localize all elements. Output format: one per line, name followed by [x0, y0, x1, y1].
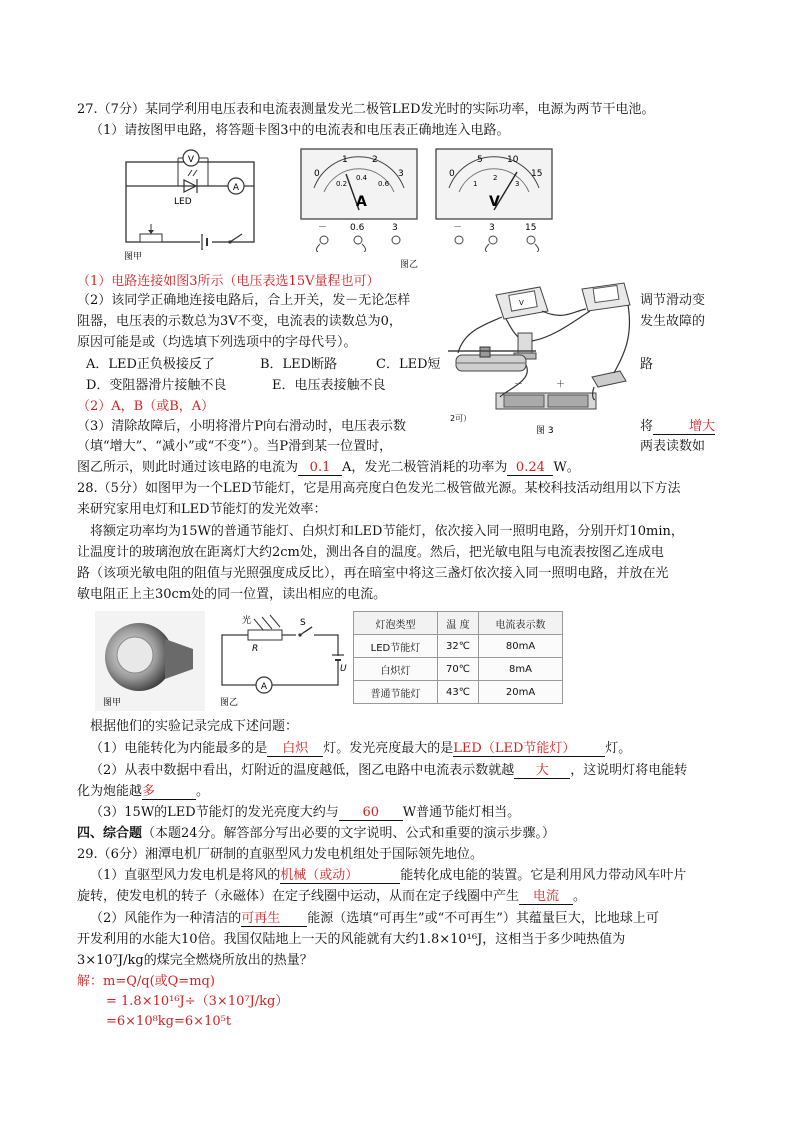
option-e: E．电压表接触不良	[272, 378, 386, 393]
q28-q1-mid: 灯。发光亮度最大的是	[323, 741, 454, 756]
q28-intro: 根据他们的实验记录完成下述问题：	[90, 719, 299, 734]
table-cell: 32℃	[437, 635, 478, 658]
q28-q3-end: W普通节能灯相当。	[402, 805, 521, 820]
table-row	[354, 681, 563, 704]
q27-part3-line2a: （填“增大”、“减小”或“不变”）。当P滑到某一位置时，	[77, 439, 393, 454]
led-label: LED	[174, 197, 192, 207]
option-b: B．LED断路	[260, 357, 338, 372]
q27-part2-line1a: （2）该同学正确地连接电路后，合上开关，发－无论怎样	[77, 293, 411, 308]
voltmeter-tick-0: 0	[449, 169, 455, 179]
q29-part1-line1	[90, 867, 686, 885]
fig3-plus-sign: ＋	[556, 380, 566, 390]
q29-part2-prefix: （2）风能作为一种清洁的	[90, 911, 242, 926]
voltmeter-tick-5: 5	[477, 155, 483, 165]
ammeter-dial	[300, 148, 418, 252]
q28-stem-line2: 来研究家用电灯和LED节能灯的发光效率：	[77, 502, 327, 517]
q29-part2-end: 能源（选填“可再生”或“不可再生”）其蕴量巨大，比地球上可	[307, 911, 659, 926]
table-cell: 70℃	[437, 658, 478, 681]
table-row	[354, 635, 563, 658]
voltmeter-tick-15: 15	[531, 169, 543, 179]
table-cell: 80mA	[479, 635, 563, 658]
q29-solution-line1: 解：m=Q/q(或Q=mq)	[77, 974, 215, 989]
table-header: 电流表示数	[479, 612, 563, 635]
q29-part1-end: 能转化成电能的装置。它是利用风力带动风车叶片	[400, 868, 687, 883]
voltage-label: U	[340, 664, 347, 674]
q28-q2-prefix: （2）从表中数据中看出，灯附近的温度越低，图乙电路中电流表示数就越	[90, 763, 515, 778]
voltmeter-dial	[435, 148, 553, 252]
voltmeter-inner-tick: 3	[515, 180, 520, 188]
lamp-data-table	[353, 611, 563, 704]
fig3-minus-sign: －	[514, 380, 524, 390]
q29-part2-line1	[90, 910, 659, 928]
q28-para-line4: 敏电阻正上主30cm处的同一位置，读出相应的电流。	[77, 587, 387, 602]
q27-stem: 27.（7分）某同学利用电压表和电流表测量发光二极管LED发光时的实际功率，电源为两节干电池。	[77, 102, 655, 117]
voltmeter-terminal: －	[453, 223, 463, 233]
q29-stem: 29.（6分）湘潭电机厂研制的直驱型风力发电机组处于国际领先地位。	[77, 847, 483, 862]
q28-q3	[90, 804, 520, 822]
answer-light-more: 多	[142, 784, 196, 800]
ammeter-letter: A	[232, 183, 240, 193]
q27-answer2: （2）A，B（或B，A）	[77, 399, 215, 414]
table-cell: 普通节能灯	[354, 681, 438, 704]
voltmeter-inner-tick: 1	[473, 180, 478, 188]
ammeter-dial-letter: A	[356, 194, 367, 210]
q28-q2-line2-prefix: 化为炮能越	[77, 784, 143, 799]
q28-q1-prefix: （1）电能转化为内能最多的是	[90, 741, 268, 756]
answer-power: 0.24	[507, 460, 553, 476]
led-bulb-figure	[95, 611, 205, 711]
q28-stem-line1: 28.（5分）如图甲为一个LED节能灯，它是用高亮度白色发光二极管做光源。某校科技活动组用以下方法	[77, 481, 681, 496]
q28-figure-jia-caption: 图甲	[103, 698, 122, 708]
svg-text:V: V	[519, 299, 524, 307]
figure3-circuit	[444, 281, 634, 439]
q27-part2-line2a: 阻器，电压表的示数总为3V不变，电流表的读数总为0，	[77, 314, 402, 329]
answer-current-larger: 大	[514, 763, 570, 779]
section4-title: 四、综合题	[77, 826, 143, 841]
photoresistor-symbol	[248, 630, 282, 640]
table-cell: 白炽灯	[354, 658, 438, 681]
table-header: 灯泡类型	[354, 612, 438, 635]
answer-voltage-change: 增大	[653, 419, 715, 435]
answer-brightest-lamp: LED（LED节能灯）	[453, 741, 605, 757]
ammeter-tick-1: 1	[342, 155, 348, 165]
q27-answer1: （1）电路连接如图3所示（电压表选15V量程也可）	[77, 274, 380, 289]
ammeter-terminal: －	[318, 223, 328, 233]
voltmeter-inner-tick: 2	[493, 174, 498, 182]
q28-q2-line2-end: 。	[196, 784, 210, 799]
answer-current: 0.1	[298, 460, 342, 476]
option-a: A．LED正负极接反了	[86, 357, 215, 372]
switch-label: S	[300, 618, 306, 628]
q29-part2-line2: 开发利用的水能大10倍。我国仅陆地上一天的风能就有大约1.8×10¹⁶J，这相当于多少吨热值为	[77, 932, 626, 947]
q27-part3-line1a: （3）清除故障后，小明将滑片P向右滑动时，电压表示数	[77, 419, 407, 434]
answer-renewable: 可再生	[241, 911, 307, 927]
table-cell: 8mA	[479, 658, 563, 681]
q27-part3-line1b	[640, 418, 715, 436]
q28-q1	[90, 740, 631, 758]
q27-part2-line3: 原因可能是或（均选填下列选项中的字母代号）。	[77, 335, 357, 350]
fig3-switch	[592, 371, 626, 387]
section4-heading	[77, 825, 555, 843]
answer-energy-type: 机械（或动）	[280, 868, 400, 884]
ammeter-inner-tick: 0.6	[378, 180, 390, 188]
option-c-continued: 路	[640, 357, 654, 372]
q28-q2-line2	[77, 783, 209, 801]
fig3-note: 2可）	[450, 414, 472, 423]
ammeter-tick-2: 2	[372, 155, 378, 165]
fig3-caption: 图 3	[536, 426, 554, 436]
table-row	[354, 658, 563, 681]
light-label: 光	[242, 616, 252, 626]
ammeter-inner-tick: 0.2	[336, 180, 348, 188]
q29-part2-line3: 3×10⁷J/kg的煤完全燃烧所放出的热量？	[77, 953, 313, 968]
q28-q1-end: 灯。	[605, 741, 632, 756]
q28-para-line3: 路（该项光敏电阻的阻值与光照强度成反比），再在暗室中将这三盏灯依次接入同一照明电路，并放在光	[77, 566, 669, 581]
q29-solution-line3: =6×10⁸kg=6×10⁵t	[106, 1014, 232, 1029]
table-cell: 20mA	[479, 681, 563, 704]
q27-part3-power-unit: W。	[553, 460, 580, 475]
option-d: D．变阻器滑片接触不良	[86, 378, 227, 393]
ammeter-tick-0: 0	[314, 169, 320, 179]
ammeter-inner-tick: 0.4	[356, 174, 368, 182]
q28-ammeter-letter: A	[260, 682, 268, 692]
q27-part1: （1）请按图甲电路，将答题卡图3中的电流表和电压表正确地连入电路。	[90, 123, 510, 138]
q29-part1-line2	[77, 888, 586, 906]
q29-solution-line2: = 1.8×10¹⁶J÷（3×10⁷J/kg）	[106, 994, 289, 1009]
table-header: 温 度	[437, 612, 478, 635]
q27-part3-line3	[77, 459, 580, 477]
answer-induced-current: 电流	[519, 889, 573, 905]
figure-caption-yi: 图乙	[400, 260, 419, 270]
voltmeter-dial-letter: V	[489, 194, 500, 210]
q28-q2-end: ，这说明灯将电能转	[570, 763, 688, 778]
q27-part2-line2b: 发生故障的	[640, 314, 706, 329]
ammeter-terminal: 3	[392, 223, 398, 233]
voltmeter-tick-10: 10	[507, 155, 519, 165]
q28-q2-line1	[90, 762, 687, 780]
section4-note: （本题24分。解答部分写出必要的文字说明、公式和重要的演示步骤。）	[142, 826, 556, 841]
q28-para-line2: 让温度计的玻璃泡放在距离灯大约2cm处，测出各自的温度。然后，把光敏电阻与电流表按图乙连成电	[77, 545, 664, 560]
q27-part3-current-prefix: 图乙所示，则此时通过该电路的电流为	[77, 460, 299, 475]
q27-part2-line1b: 调节滑动变	[640, 293, 706, 308]
q28-q3-prefix: （3）15W的LED节能灯的发光亮度大约与	[90, 805, 339, 820]
q27-circuit-figure	[118, 146, 270, 264]
q28-para-line1: 将额定功率均为15W的普通节能灯、白炽灯和LED节能灯，依次接入同一照明电路，分别开灯10min，	[90, 524, 684, 539]
q29-part1-line2-end: 。	[573, 889, 587, 904]
option-c: C．LED短	[376, 357, 441, 372]
answer-most-heat-lamp: 白炽	[267, 741, 323, 757]
resistor-label: R	[252, 644, 259, 654]
voltmeter-terminal: 15	[525, 223, 537, 233]
table-cell: 43℃	[437, 681, 478, 704]
table-header-row	[354, 612, 563, 635]
q27-part3-line2b: 两表读数如	[640, 439, 706, 454]
q29-part1-line2-prefix: 旋转，使发电机的转子（永磁体）在定子线圈中运动，从而在定子线圈中产生	[77, 889, 520, 904]
q28-figure-yi-caption: 图乙	[220, 698, 239, 708]
voltmeter-letter: V	[187, 155, 195, 165]
table-cell: LED节能灯	[354, 635, 438, 658]
answer-equivalent-power: 60	[339, 805, 403, 821]
photoresistor-circuit	[212, 611, 348, 711]
ammeter-tick-3: 3	[398, 169, 404, 179]
rheostat-symbol	[140, 234, 162, 242]
voltmeter-terminal: 3	[489, 223, 495, 233]
figure-caption-jia: 图甲	[124, 252, 143, 262]
q27-part3-power-prefix: A，发光二极管消耗的功率为	[342, 460, 508, 475]
ammeter-terminal: 0.6	[350, 223, 365, 233]
q27-part3-jiang: 将	[640, 419, 654, 434]
q29-part1-prefix: （1）直驱型风力发电机是将风的	[90, 868, 281, 883]
